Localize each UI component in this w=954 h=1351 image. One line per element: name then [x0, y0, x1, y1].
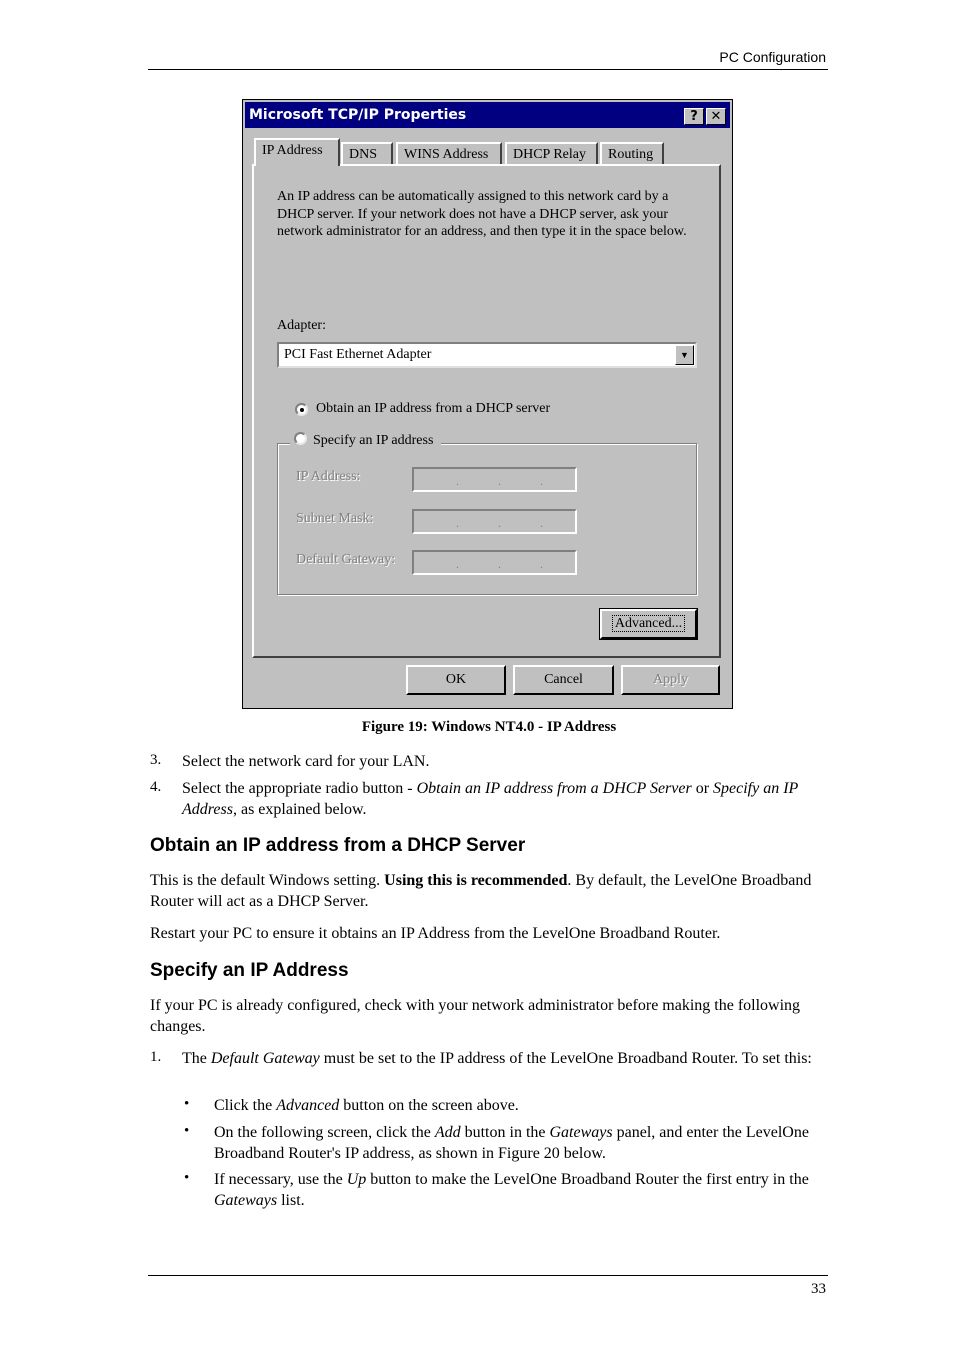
step-4-number: 4. [150, 779, 162, 795]
bullet: • [184, 1096, 190, 1112]
gateways-term: Gateways [549, 1124, 613, 1141]
footer-rule [148, 1275, 828, 1276]
ip-address-label: IP Address: [296, 469, 361, 484]
text-part: button on the screen above. [339, 1097, 519, 1114]
radio-obtain-dhcp[interactable] [295, 403, 308, 416]
gateways-term: Gateways [214, 1192, 278, 1209]
section-2-paragraph-1: If your PC is already configured, check with your network administrator before making the following changes. [150, 997, 801, 1035]
text-part: The [182, 1050, 211, 1067]
adapter-select[interactable] [277, 342, 697, 368]
tab-wins-address[interactable]: WINS Address [396, 142, 502, 166]
advanced-term: Advanced [276, 1097, 340, 1114]
step-3-number: 3. [150, 752, 162, 768]
bullet-2-text [214, 1122, 832, 1164]
ok-button[interactable]: OK [406, 665, 506, 695]
text-part: Click the [214, 1097, 277, 1114]
text-part: button in the [460, 1124, 550, 1141]
step-4-option-dhcp: Obtain an IP address from a DHCP Server [416, 780, 692, 797]
radio-specify-ip[interactable] [294, 432, 307, 445]
tab-routing[interactable]: Routing [600, 142, 664, 166]
ip-address-input[interactable]: . . . [412, 467, 577, 492]
tab-ip-address[interactable]: IP Address [254, 138, 340, 166]
text-part: This is the default Windows setting. [150, 872, 385, 889]
adapter-value: PCI Fast Ethernet Adapter [284, 347, 432, 362]
subnet-mask-label: Subnet Mask: [296, 511, 374, 526]
dropdown-arrow-icon[interactable]: ▼ [675, 345, 694, 365]
add-term: Add [434, 1124, 461, 1141]
advanced-button-label: Advanced... [612, 615, 685, 632]
step-4-text [182, 778, 832, 820]
tab-dhcp-relay[interactable]: DHCP Relay [505, 142, 598, 166]
adapter-label: Adapter: [277, 318, 326, 333]
default-gateway-label: Default Gateway: [296, 552, 396, 567]
text-part: On the following screen, click the [214, 1124, 435, 1141]
dialog-title: Microsoft TCP/IP Properties [249, 107, 467, 123]
recommended-emphasis: Using this is recommended [384, 872, 568, 889]
text-part: list. [277, 1192, 305, 1209]
bullet: • [184, 1170, 190, 1186]
step-4-part: , as explained below. [232, 801, 367, 818]
step-4-part: Select the appropriate radio button - [182, 780, 417, 797]
dialog-titlebar [245, 102, 730, 128]
default-gateway-input[interactable]: . . . [412, 550, 577, 575]
help-button[interactable]: ? [684, 108, 704, 125]
cancel-button[interactable]: Cancel [513, 665, 614, 695]
up-term: Up [346, 1171, 367, 1188]
radio-selected-dot [300, 408, 304, 412]
subnet-mask-input[interactable]: . . . [412, 509, 577, 534]
bullet: • [184, 1123, 190, 1139]
bullet-1-text [214, 1095, 832, 1116]
item-1-number: 1. [150, 1049, 162, 1065]
text-part: must be set to the IP address of the LevelOne Broadband Router. To set this: [319, 1050, 812, 1067]
radio-specify-label[interactable]: Specify an IP address [313, 433, 434, 448]
text-part: . By default, the LevelOne Broadband Router will act as a DHCP Server. [150, 872, 812, 910]
running-header: PC Configuration [719, 49, 826, 65]
close-button[interactable]: ✕ [706, 108, 726, 125]
section-heading-dhcp: Obtain an IP address from a DHCP Server [150, 835, 526, 856]
bullet-3-text [214, 1169, 832, 1211]
header-rule [148, 69, 828, 70]
page-number: 33 [811, 1281, 826, 1297]
dialog-description: An IP address can be automatically assigned to this network card by a DHCP server. If your network does not have a DHCP server, ask your network administrator for an address, and then type it in the space below. [277, 189, 687, 239]
apply-button[interactable]: Apply [621, 665, 720, 695]
tab-dns[interactable]: DNS [341, 142, 393, 166]
section-heading-specify: Specify an IP Address [150, 960, 349, 981]
advanced-button[interactable] [600, 609, 697, 639]
step-3-text: Select the network card for your LAN. [182, 753, 430, 770]
step-4-option-specify: Specify an IP Address [182, 780, 799, 818]
text-part: panel, and enter the LevelOne Broadband Router's IP address, as shown in Figure 20 below. [214, 1124, 809, 1162]
text-part: button to make the LevelOne Broadband Router the first entry in the [366, 1171, 809, 1188]
item-1-text [182, 1048, 832, 1069]
text-part: If necessary, use the [214, 1171, 347, 1188]
step-4-part: or [691, 780, 714, 797]
section-1-paragraph-1 [150, 870, 830, 912]
default-gateway-term: Default Gateway [210, 1050, 320, 1067]
figure-caption: Figure 19: Windows NT4.0 - IP Address [361, 719, 617, 735]
radio-obtain-label[interactable]: Obtain an IP address from a DHCP server [316, 401, 551, 416]
specify-ip-legend [290, 432, 441, 452]
section-1-paragraph-2: Restart your PC to ensure it obtains an IP Address from the LevelOne Broadband Router. [150, 925, 721, 942]
